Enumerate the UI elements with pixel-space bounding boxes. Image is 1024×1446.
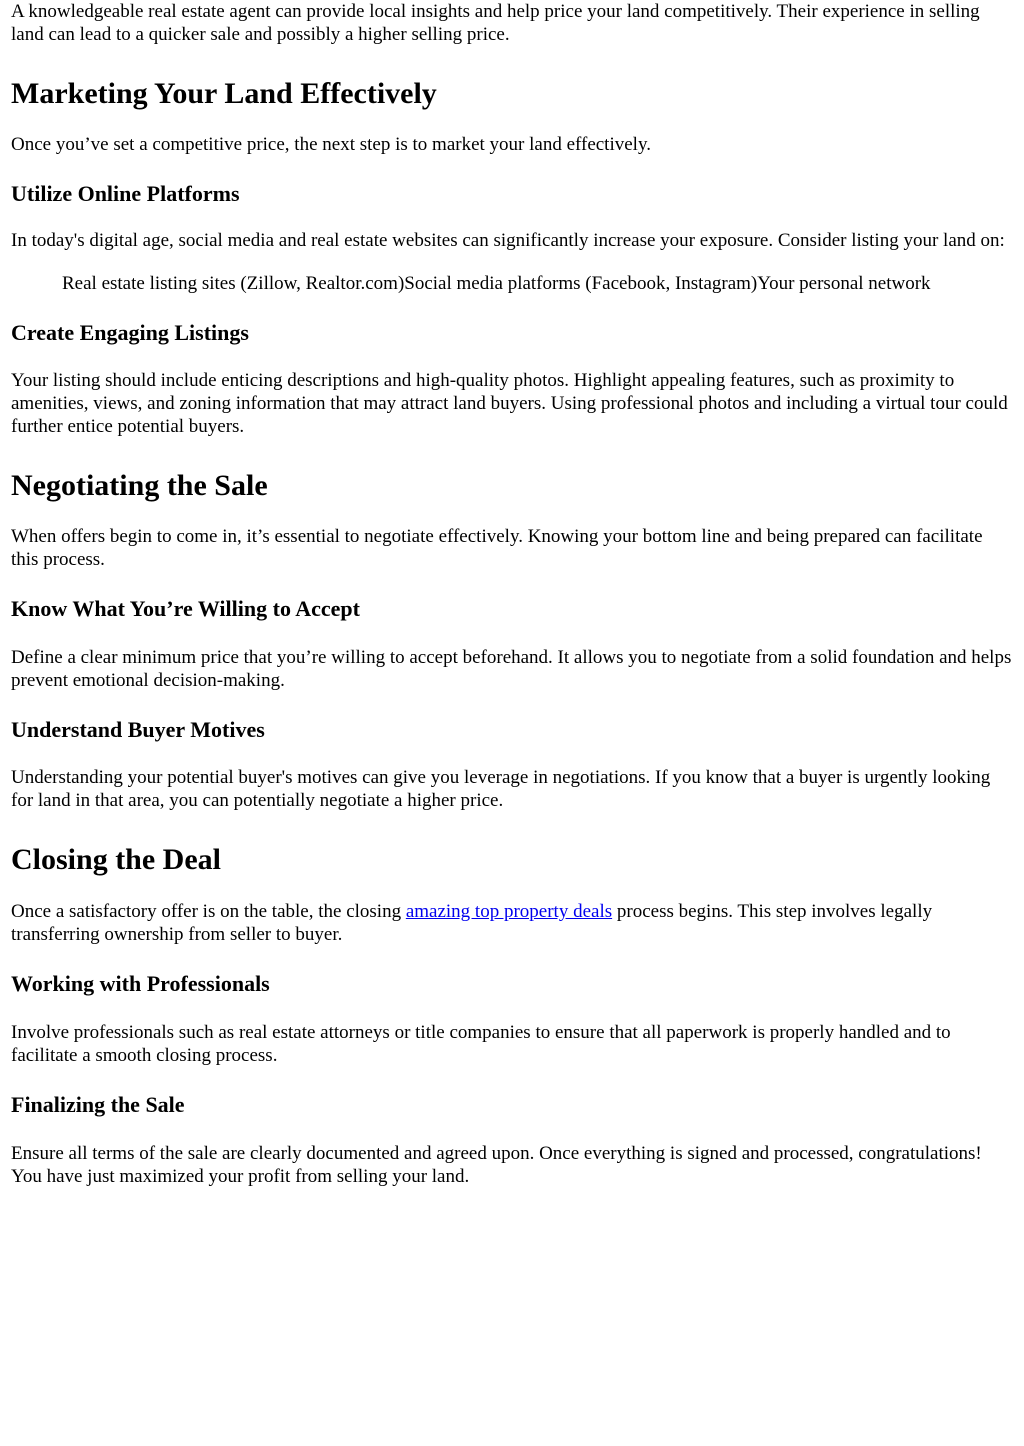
online-platforms-paragraph: In today's digital age, social media and real estate websites can significantly increase your exposure. Consider listing your land on: [11, 230, 1005, 251]
subheading-willing-to-accept: Know What You’re Willing to Accept [11, 596, 360, 621]
platform-list [11, 272, 1014, 295]
closing-paragraph [11, 900, 1014, 946]
willing-to-accept-paragraph: Define a clear minimum price that you’re willing to accept beforehand. It allows you to negotiate from a solid foundation and helps prevent emotional decision-making. [11, 647, 1012, 691]
engaging-listings-paragraph: Your listing should include enticing descriptions and high-quality photos. Highlight appealing features, such as proximity to amenities, views, and zoning information that may attract land buyers. Using professional photos and including a virtual tour could further entice potential buyers. [11, 370, 1008, 437]
subheading-buyer-motives: Understand Buyer Motives [11, 717, 265, 742]
intro-paragraph: A knowledgeable real estate agent can provide local insights and help price your land competitively. Their experience in selling land can lead to a quicker sale and possibly a higher selling price. [11, 1, 980, 45]
section-heading-negotiating: Negotiating the Sale [11, 469, 268, 502]
property-deals-link[interactable]: amazing top property deals [405, 901, 613, 922]
professionals-paragraph: Involve professionals such as real estate attorneys or title companies to ensure that all paperwork is properly handled and to facilitate a smooth closing process. [11, 1022, 951, 1066]
list-item: Social media platforms (Facebook, Instagram) [404, 273, 758, 294]
subheading-finalizing-sale: Finalizing the Sale [11, 1092, 185, 1117]
closing-text-before: Once a satisfactory offer is on the table, the closing [11, 901, 406, 922]
marketing-paragraph: Once you’ve set a competitive price, the next step is to market your land effectively. [11, 134, 651, 155]
list-item: Your personal network [757, 273, 931, 294]
section-heading-marketing: Marketing Your Land Effectively [11, 77, 437, 110]
buyer-motives-paragraph: Understanding your potential buyer's motives can give you leverage in negotiations. If you know that a buyer is urgently looking for land in that area, you can potentially negotiate a higher price. [11, 767, 991, 811]
subheading-engaging-listings: Create Engaging Listings [11, 320, 249, 345]
finalizing-paragraph: Ensure all terms of the sale are clearly documented and agreed upon. Once everything is signed and processed, congratulations! You have just maximized your profit from selling your land. [11, 1143, 982, 1187]
list-item: Real estate listing sites (Zillow, Realtor.com) [62, 273, 405, 294]
section-heading-closing: Closing the Deal [11, 843, 221, 876]
subheading-working-with-professionals: Working with Professionals [11, 971, 270, 996]
negotiating-paragraph: When offers begin to come in, it’s essential to negotiate effectively. Knowing your bottom line and being prepared can facilitate this process. [11, 526, 983, 570]
closing-text-after: process begins. This step involves legally transferring ownership from seller to buyer. [11, 901, 933, 945]
subheading-online-platforms: Utilize Online Platforms [11, 181, 240, 206]
